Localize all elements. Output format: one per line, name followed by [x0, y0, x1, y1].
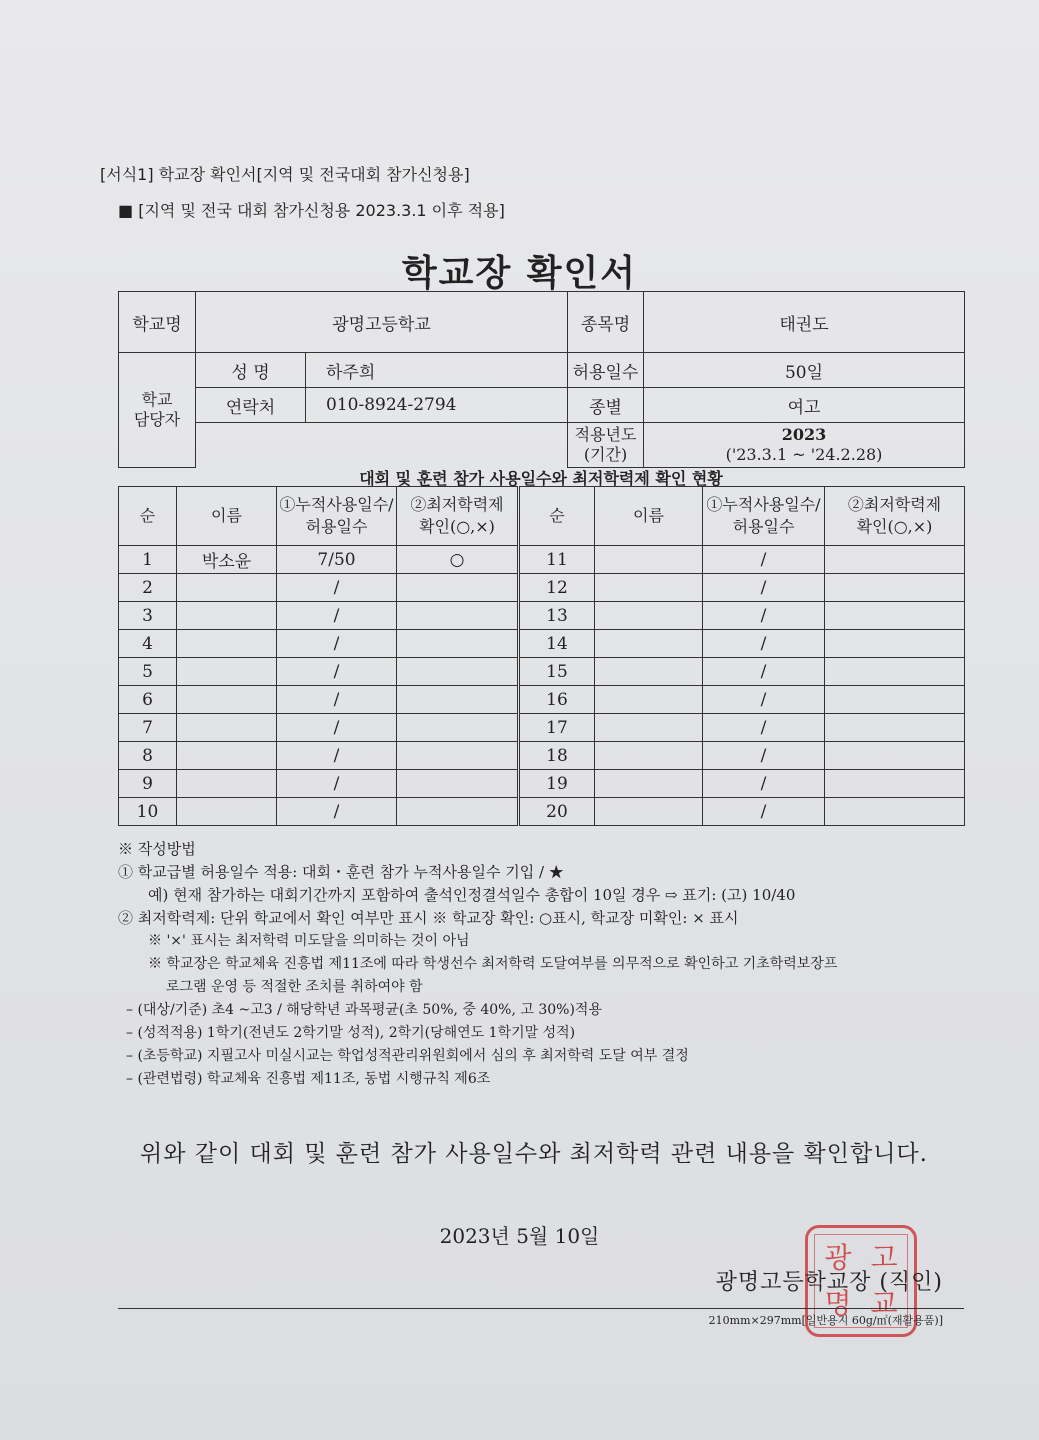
paper-spec: 210mm×297mm[일반용지 60g/㎡(재활용품)]	[708, 1314, 943, 1327]
student-name	[177, 602, 277, 630]
note-2-b-cont: 로그램 운영 등 적절한 조치를 취하여야 함	[166, 979, 423, 995]
col-name: 이름	[177, 487, 277, 546]
days-used: /	[703, 546, 825, 574]
days-used: /	[277, 574, 397, 602]
seal-char: 광	[824, 1241, 852, 1274]
row-number: 16	[519, 686, 595, 714]
student-name: 박소윤	[177, 546, 277, 574]
row-number: 6	[119, 686, 177, 714]
row-number: 18	[519, 742, 595, 770]
days-used: /	[277, 770, 397, 798]
event-value: 태권도	[644, 292, 965, 353]
seal-char: 교	[870, 1287, 898, 1320]
days-used: /	[703, 574, 825, 602]
row-number: 3	[119, 602, 177, 630]
row-number: 8	[119, 742, 177, 770]
student-name	[177, 798, 277, 826]
student-name	[595, 658, 703, 686]
academic-check	[825, 686, 965, 714]
student-name	[177, 686, 277, 714]
phone-value: 010-8924-2794	[306, 388, 568, 423]
row-number: 19	[519, 770, 595, 798]
table-row	[119, 770, 965, 798]
table-row	[119, 546, 965, 574]
info-spacer	[196, 423, 568, 468]
student-name	[177, 742, 277, 770]
row-number: 10	[119, 798, 177, 826]
student-name	[595, 714, 703, 742]
student-name	[177, 658, 277, 686]
academic-check	[397, 714, 519, 742]
student-name	[177, 714, 277, 742]
days-used: /	[277, 742, 397, 770]
row-number: 5	[119, 658, 177, 686]
table-row	[119, 798, 965, 826]
detail-4: – (관련법령) 학교체육 진흥법 제11조, 동법 시행규칙 제6조	[126, 1071, 491, 1087]
student-name	[595, 630, 703, 658]
row-number: 2	[119, 574, 177, 602]
student-name	[595, 574, 703, 602]
school-label: 학교명	[119, 292, 196, 353]
seal-char: 명	[824, 1287, 852, 1320]
phone-label: 연락처	[196, 388, 306, 423]
note-2: ② 최저학력제: 단위 학교에서 확인 여부만 표시 ※ 학교장 확인: ○표시, 학교장 미확인: × 표시	[118, 909, 739, 927]
year-value: 2023 ('23.3.1 ~ '24.2.28)	[644, 423, 965, 468]
name-value: 하주희	[306, 353, 568, 388]
note-2-a: ※ '×' 표시는 최저학력 미도달을 의미하는 것이 아님	[148, 933, 470, 949]
academic-check	[397, 742, 519, 770]
academic-check	[825, 714, 965, 742]
detail-1: – (대상/기준) 초4 ~고3 / 해당학년 과목평균(초 50%, 중 40%, 고 30%)적용	[126, 1002, 602, 1018]
student-name	[177, 770, 277, 798]
academic-check	[825, 630, 965, 658]
days-used: /	[703, 602, 825, 630]
school-value: 광명고등학교	[196, 292, 568, 353]
category-label: 종별	[568, 388, 644, 423]
table-row	[119, 714, 965, 742]
detail-3: – (초등학교) 지필고사 미실시교는 학업성적관리위원회에서 심의 후 최저학력 도달 여부 결정	[126, 1048, 689, 1064]
roster-header	[119, 487, 965, 546]
academic-check	[397, 798, 519, 826]
days-used: /	[703, 686, 825, 714]
days-used: /	[277, 686, 397, 714]
col-check: ②최저학력제 확인(○,×)	[397, 487, 519, 546]
student-name	[177, 574, 277, 602]
event-label: 종목명	[568, 292, 644, 353]
academic-check	[397, 574, 519, 602]
academic-check	[397, 658, 519, 686]
col-no: 순	[119, 487, 177, 546]
col-days: ①누적사용일수/ 허용일수	[277, 487, 397, 546]
academic-check	[825, 798, 965, 826]
contact-label: 학교 담당자	[119, 353, 196, 468]
table-row	[119, 574, 965, 602]
col-no-2: 순	[519, 487, 595, 546]
days-used: /	[703, 798, 825, 826]
days-used: /	[703, 658, 825, 686]
detail-2: – (성적적용) 1학기(전년도 2학기말 성적), 2학기(당해연도 1학기말 성적)	[126, 1025, 576, 1041]
notes-heading: ※ 작성방법	[118, 840, 196, 858]
form-number-line: [서식1] 학교장 확인서[지역 및 전국대회 참가신청용]	[100, 165, 470, 184]
table-row	[119, 686, 965, 714]
days-used: /	[703, 742, 825, 770]
issue-date: 2023년 5월 10일	[439, 1224, 600, 1248]
row-number: 17	[519, 714, 595, 742]
student-name	[595, 798, 703, 826]
academic-check	[825, 546, 965, 574]
row-number: 4	[119, 630, 177, 658]
roster-title: 대회 및 훈련 참가 사용일수와 최저학력제 확인 현황	[359, 469, 723, 488]
days-used: /	[277, 798, 397, 826]
note-2-b: ※ 학교장은 학교체육 진흥법 제11조에 따라 학생선수 최저학력 도달여부를 의무적으로 확인하고 기초학력보장프	[148, 956, 838, 972]
col-name-2: 이름	[595, 487, 703, 546]
scope-line: ■ [지역 및 전국 대회 참가신청용 2023.3.1 이후 적용]	[118, 201, 505, 220]
name-label: 성 명	[196, 353, 306, 388]
allowed-label: 허용일수	[568, 353, 644, 388]
notes-section	[118, 838, 968, 1091]
academic-check	[825, 574, 965, 602]
row-number: 15	[519, 658, 595, 686]
days-used: /	[703, 714, 825, 742]
academic-check	[825, 658, 965, 686]
student-name	[595, 546, 703, 574]
days-used: /	[703, 630, 825, 658]
row-number: 20	[519, 798, 595, 826]
roster-table	[118, 486, 965, 826]
table-row	[119, 658, 965, 686]
student-name	[177, 630, 277, 658]
table-row	[119, 602, 965, 630]
academic-check	[397, 630, 519, 658]
days-used: /	[277, 714, 397, 742]
days-used: /	[277, 602, 397, 630]
days-used: /	[703, 770, 825, 798]
col-check-2: ②최저학력제 확인(○,×)	[825, 487, 965, 546]
student-name	[595, 686, 703, 714]
col-days-2: ①누적사용일수/ 허용일수	[703, 487, 825, 546]
academic-check	[825, 602, 965, 630]
days-used: /	[277, 630, 397, 658]
allowed-value: 50일	[644, 353, 965, 388]
academic-check	[825, 742, 965, 770]
student-name	[595, 770, 703, 798]
days-used: 7/50	[277, 546, 397, 574]
academic-check: ○	[397, 546, 519, 574]
academic-check	[397, 770, 519, 798]
days-used: /	[277, 658, 397, 686]
document-title: 학교장 확인서	[401, 253, 638, 294]
row-number: 7	[119, 714, 177, 742]
academic-check	[397, 602, 519, 630]
signer: 광명고등학교장 (직인)	[715, 1270, 943, 1295]
table-row	[119, 630, 965, 658]
row-number: 9	[119, 770, 177, 798]
seal-char: 고	[870, 1241, 898, 1274]
year-label: 적용년도 (기간)	[568, 423, 644, 468]
row-number: 14	[519, 630, 595, 658]
info-table	[118, 291, 965, 468]
table-row	[119, 742, 965, 770]
footer-rule	[118, 1308, 964, 1309]
category-value: 여고	[644, 388, 965, 423]
student-name	[595, 742, 703, 770]
academic-check	[397, 686, 519, 714]
row-number: 11	[519, 546, 595, 574]
row-number: 13	[519, 602, 595, 630]
row-number: 12	[519, 574, 595, 602]
academic-check	[825, 770, 965, 798]
note-1: ① 학교급별 허용일수 적용: 대회・훈련 참가 누적사용일수 기입 / ★	[118, 863, 564, 881]
student-name	[595, 602, 703, 630]
note-1-example: 예) 현재 참가하는 대회기간까지 포함하여 출석인정결석일수 총합이 10일 경우 ⇨ 표기: (고) 10/40	[148, 886, 796, 904]
confirmation-statement: 위와 같이 대회 및 훈련 참가 사용일수와 최저학력 관련 내용을 확인합니다.	[140, 1141, 928, 1167]
row-number: 1	[119, 546, 177, 574]
